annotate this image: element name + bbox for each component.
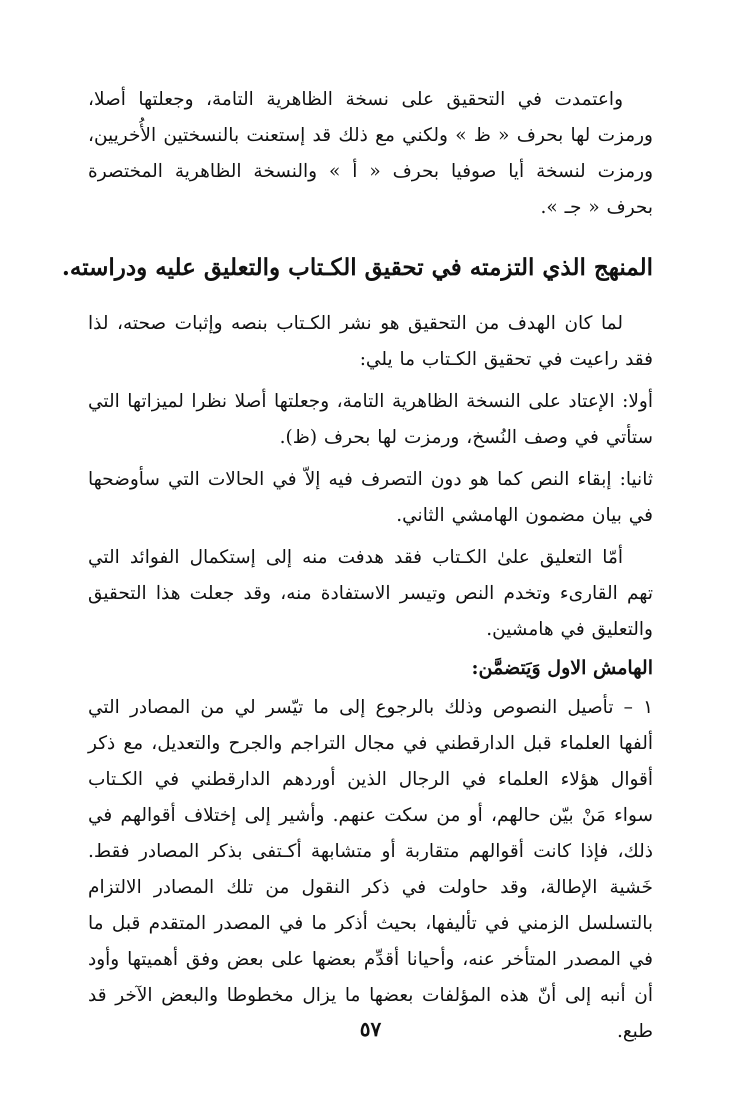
method-second-point: ثانيا: إبقاء النص كما هو دون التصرف فيه إلاّ في الحالات التي سأوضحها في بيان مضمون الهامشي الثاني.: [88, 469, 653, 526]
method-section: [88, 306, 653, 648]
intro-section: [88, 82, 653, 226]
first-margin-heading: الهامش الاول وَيَتضمَّن:: [471, 657, 653, 679]
method-first-point: أولا: الإعتاد على النسخة الظاهرية التامة، وجعلتها أصلا نظرا لميزاتها التي ستأتي في وصف النُسخ، ورمزت لها بحرف (ظ).: [88, 391, 653, 448]
page-number: ٥٧: [359, 1017, 382, 1041]
first-margin-section: [88, 690, 653, 1050]
intro-paragraph: واعتمدت في التحقيق على نسخة الظاهرية التامة، وجعلتها أصلا، ورمزت لها بحرف « ظ » ولكني مع ذلك قد إستعنت بالنسختين الأُخريين، ورمزت لنسخة أيا صوفيا بحرف « أ » والنسخة الظاهرية المختصرة بحرف « جـ ».: [88, 89, 653, 218]
first-margin-item-1: ١ – تأصيل النصوص وذلك بالرجوع إلى ما تيّسر لي من المصادر التي ألفها العلماء قبل الدارقطني في مجال التراجم والجرح والتعديل، مع ذكر أقوال هؤلاء العلماء في الرجال الذين أوردهم الدارقطني في الكـتاب سواء مَنْ بيّن حالهم، أو من سكت عنهم. وأشير إلى إختلاف أقوالهم في ذلك، فإذا كانت أقوالهم متقاربة أو متشابهة أكـتفى بذكر المصادر فقط. خَشية الإطالة، وقد حاولت في ذكر النقول من تلك المصادر الالتزام بالتسلسل الزمني في تأليفها، بحيث أذكر ما في المصدر المتقدم قبل ما في المصدر المتأخر عنه، وأحيانا أقدِّم بعضها على بعض وفق أهميتها وأود أن أنبه إلى أنّ هذه المؤلفات بعضها ما يزال مخطوطا والبعض الآخر قد طبع.: [88, 697, 653, 1042]
method-intro-paragraph: لما كان الهدف من التحقيق هو نشر الكـتاب بنصه وإثبات صحته، لذا فقد راعيت في تحقيق الكـتاب ما يلي:: [88, 313, 653, 370]
method-heading: المنهج الذي التزمته في تحقيق الكـتاب والتعليق عليه ودراسته.: [61, 254, 653, 281]
commentary-paragraph: أمّا التعليق علىٰ الكـتاب فقد هدفت منه إلى إستكمال الفوائد التي تهم القارىء وتخدم النص وتيسر الاستفادة منه، وقد جعلت هذا التحقيق والتعليق في هامشين.: [88, 547, 653, 640]
